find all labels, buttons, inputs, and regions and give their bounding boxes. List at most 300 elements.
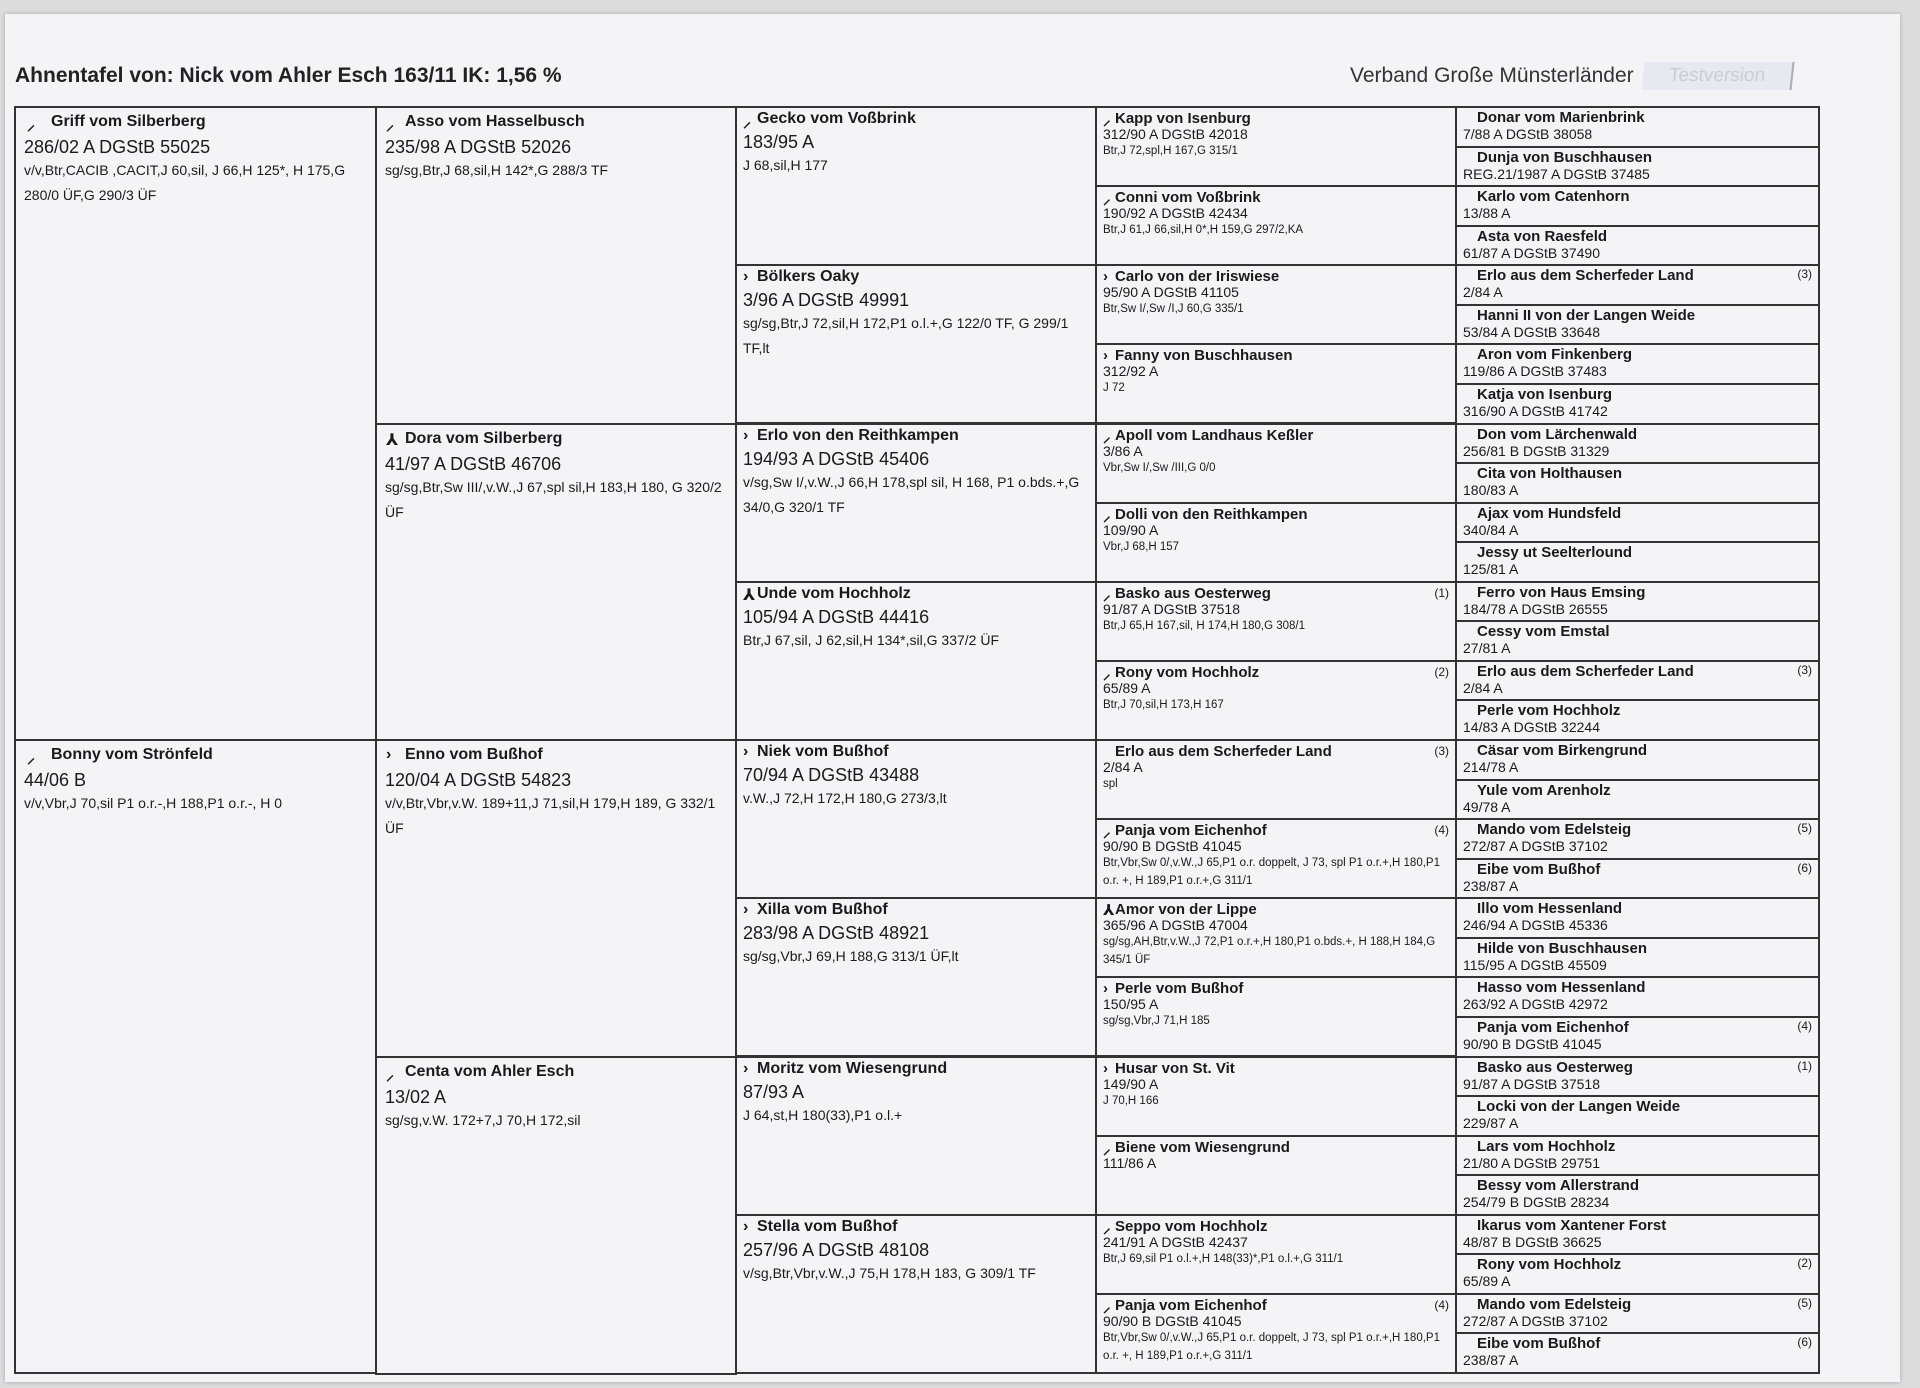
registration-number: 272/87 A DGStB 37102 [1463, 1313, 1608, 1329]
dog-name-row [1463, 1019, 1812, 1037]
dog-name: Katja von Isenburg [1477, 386, 1613, 403]
dog-name: Gecko vom Voßbrink [757, 110, 916, 127]
registration-number: 254/79 B DGStB 28234 [1463, 1194, 1610, 1210]
dog-name: Perle vom Bußhof [1115, 980, 1244, 997]
dog-name-row [1463, 1217, 1812, 1235]
performance-info: J 64,st,H 180(33),P1 o.l.+ [743, 1107, 903, 1123]
pedigree-cell-g5 [1455, 858, 1820, 900]
pedigree-cell-g2 [375, 423, 737, 742]
dog-name: Ferro von Haus Emsing [1477, 584, 1646, 601]
dog-name-row [1103, 901, 1449, 918]
performance-info: sg/sg,Btr,J 72,sil,H 172,P1 o.l.+,G 122/0 TF, G 299/1 TF,lt [743, 315, 1069, 356]
performance-info: v/v,Btr,CACIB ,CACIT,J 60,sil, J 66,H 125*, H 175,G 280/0 ÜF,G 290/3 ÜF [24, 162, 346, 203]
registration-number: 120/04 A DGStB 54823 [385, 770, 572, 790]
performance-info: Btr,J 61,J 66,sil,H 0*,H 159,G 297/2,KA [1103, 224, 1304, 236]
lineage-marker-icon: ⸝ [1103, 587, 1111, 604]
registration-number: 194/93 A DGStB 45406 [743, 449, 930, 469]
dog-name: Asso vom Hasselbusch [405, 113, 585, 130]
inbreeding-reference: (4) [1797, 1019, 1812, 1033]
dog-name: Griff vom Silberberg [51, 113, 206, 130]
pedigree-cell-g5 [1455, 541, 1820, 583]
performance-info: Btr,J 72,spl,H 167,G 315/1 [1103, 145, 1238, 157]
dog-name-row [1463, 1335, 1812, 1353]
performance-info: spl [1103, 778, 1118, 790]
performance-info: J 68,sil,H 177 [743, 157, 828, 173]
dog-name: Karlo vom Catenhorn [1477, 188, 1630, 205]
dog-name-row [385, 113, 727, 134]
pedigree-cell-g5 [1455, 1332, 1820, 1374]
registration-number: 48/87 B DGStB 36625 [1463, 1234, 1602, 1250]
dog-name: Eibe vom Bußhof [1477, 1335, 1601, 1352]
registration-number: 53/84 A DGStB 33648 [1463, 324, 1600, 340]
dog-name: Ajax vom Hundsfeld [1477, 505, 1622, 522]
registration-number: 246/94 A DGStB 45336 [1463, 917, 1608, 933]
dog-name-row [1463, 267, 1812, 285]
lineage-marker-icon: ⸝ [1103, 508, 1111, 525]
trial-version-watermark: Testversion [1642, 62, 1795, 90]
dog-name-row [1103, 189, 1449, 206]
pedigree-title: Ahnentafel von: Nick vom Ahler Esch 163/11 IK: 1,56 % [15, 64, 562, 87]
dog-name: Erlo aus dem Scherfeder Land [1115, 743, 1332, 760]
dog-name: Carlo von der Iriswiese [1115, 268, 1280, 285]
lineage-marker-icon: › [1103, 1060, 1108, 1077]
lineage-marker-icon: ⸝ [1103, 666, 1111, 683]
performance-info: v/sg,Btr,Vbr,v.W.,J 75,H 178,H 183, G 309/1 TF [743, 1265, 1036, 1281]
pedigree-cell-g4 [1095, 185, 1457, 266]
dog-name: Aron vom Finkenberg [1477, 346, 1633, 363]
dog-name: Bölkers Oaky [757, 268, 860, 285]
dog-name-row [1463, 307, 1812, 325]
registration-number: 150/95 A [1103, 996, 1159, 1012]
lineage-marker-icon: › [1103, 980, 1108, 997]
dog-name-row [1463, 821, 1812, 839]
dog-name: Centa vom Ahler Esch [405, 1063, 575, 1080]
registration-number: 105/94 A DGStB 44416 [743, 607, 930, 627]
dog-name: Dora vom Silberberg [405, 430, 563, 447]
lineage-marker-icon: › [743, 743, 749, 760]
performance-info: J 70,H 166 [1103, 1095, 1159, 1107]
dog-name-row [1103, 822, 1449, 839]
dog-name: Unde vom Hochholz [757, 585, 911, 602]
registration-number: 49/78 A [1463, 799, 1511, 815]
lineage-marker-icon: › [386, 746, 392, 763]
dog-name-row [1463, 900, 1812, 918]
dog-name-row [1463, 1059, 1812, 1077]
pedigree-cell-g4 [1095, 818, 1457, 899]
dog-name: Panja vom Eichenhof [1477, 1019, 1629, 1036]
pedigree-cell-g3 [735, 897, 1097, 1057]
inbreeding-reference: (3) [1797, 663, 1812, 677]
registration-number: 61/87 A DGStB 37490 [1463, 245, 1600, 261]
dog-name: Biene vom Wiesengrund [1115, 1139, 1290, 1156]
pedigree-cell-g5 [1455, 660, 1820, 702]
dog-name-row [1103, 1297, 1449, 1314]
dog-name: Conni vom Voßbrink [1115, 189, 1261, 206]
inbreeding-reference: (2) [1797, 1256, 1812, 1270]
dog-name: Xilla vom Bußhof [757, 901, 888, 918]
registration-number: 87/93 A [743, 1082, 805, 1102]
dog-name-row [743, 1218, 1089, 1236]
performance-info: sg/sg,Vbr,J 71,H 185 [1103, 1015, 1210, 1027]
dog-name-row [24, 746, 367, 767]
registration-number: 21/80 A DGStB 29751 [1463, 1155, 1600, 1171]
pedigree-cell-g5 [1455, 1135, 1820, 1177]
registration-number: 256/81 B DGStB 31329 [1463, 443, 1610, 459]
pedigree-cell-g3 [735, 106, 1097, 266]
dog-name: Hilde von Buschhausen [1477, 940, 1648, 957]
lineage-marker-icon: › [1103, 268, 1108, 285]
pedigree-cell-g4 [1095, 1056, 1457, 1137]
registration-number: 3/86 A [1103, 443, 1143, 459]
inbreeding-reference: (2) [1434, 665, 1449, 679]
pedigree-cell-g5 [1455, 264, 1820, 306]
pedigree-cell-g4 [1095, 897, 1457, 978]
lineage-marker-icon: ⸝ [386, 117, 395, 134]
pedigree-cell-g1 [14, 106, 377, 741]
dog-name-row [385, 430, 727, 448]
pedigree-cell-g3 [735, 581, 1097, 741]
pedigree-cell-g5 [1455, 739, 1820, 781]
pedigree-cell-g5 [1455, 1293, 1820, 1335]
dog-name-row [1463, 109, 1812, 127]
performance-info: sg/sg,Btr,J 68,sil,H 142*,G 288/3 TF [385, 162, 609, 178]
registration-number: 2/84 A [1103, 759, 1143, 775]
dog-name: Locki von der Langen Weide [1477, 1098, 1681, 1115]
performance-info: J 72 [1103, 382, 1125, 394]
lineage-marker-icon: ⸝ [1103, 824, 1111, 841]
dog-name-row [1463, 1098, 1812, 1116]
pedigree-cell-g4 [1095, 423, 1457, 504]
registration-number: 70/94 A DGStB 43488 [743, 765, 920, 785]
registration-number: 149/90 A [1103, 1076, 1159, 1092]
registration-number: 13/02 A [385, 1087, 447, 1107]
pedigree-cell-g5 [1455, 779, 1820, 821]
performance-info: Btr,Sw I/,Sw /I,J 60,G 335/1 [1103, 303, 1244, 315]
dog-name: Don vom Lärchenwald [1477, 426, 1638, 443]
registration-number: 90/90 B DGStB 41045 [1103, 838, 1242, 854]
dog-name: Kapp von Isenburg [1115, 110, 1251, 127]
dog-name: Erlo aus dem Scherfeder Land [1477, 267, 1694, 284]
pedigree-cell-g5 [1455, 343, 1820, 385]
pedigree-cell-g5 [1455, 937, 1820, 979]
performance-info: Btr,Vbr,Sw 0/,v.W.,J 65,P1 o.r. doppelt, J 73, spl P1 o.r.+,H 180,P1 o.r. +, H 189,P1 o.r.+,G 311/1 [1103, 1332, 1440, 1362]
dog-name-row [743, 1060, 1089, 1078]
registration-number: 90/90 B DGStB 41045 [1463, 1036, 1602, 1052]
lineage-marker-icon: ⅄ [1103, 902, 1115, 919]
dog-name-row [1463, 584, 1812, 602]
registration-number: 365/96 A DGStB 47004 [1103, 917, 1248, 933]
pedigree-cell-g5 [1455, 1174, 1820, 1216]
inbreeding-reference: (5) [1797, 1296, 1812, 1310]
lineage-marker-icon: › [743, 901, 749, 918]
lineage-marker-icon: ⸝ [743, 114, 752, 131]
registration-number: 125/81 A [1463, 561, 1519, 577]
pedigree-cell-g5 [1455, 581, 1820, 623]
dog-name-row [1463, 228, 1812, 246]
registration-number: 190/92 A DGStB 42434 [1103, 205, 1248, 221]
registration-number: 91/87 A DGStB 37518 [1103, 601, 1240, 617]
lineage-marker-icon: ⸝ [1103, 429, 1111, 446]
registration-number: 180/83 A [1463, 482, 1519, 498]
registration-number: 65/89 A [1463, 1273, 1511, 1289]
pedigree-cell-g2 [375, 1056, 737, 1375]
registration-number: 214/78 A [1463, 759, 1519, 775]
dog-name-row [1463, 188, 1812, 206]
registration-number: 65/89 A [1103, 680, 1151, 696]
dog-name-row [743, 110, 1089, 131]
pedigree-cell-g5 [1455, 502, 1820, 544]
dog-name-row [1463, 386, 1812, 404]
lineage-marker-icon: ⸝ [1103, 191, 1111, 208]
dog-name-row [1463, 742, 1812, 760]
pedigree-cell-g3 [735, 739, 1097, 899]
lineage-marker-icon: ⸝ [386, 1067, 395, 1084]
registration-number: 257/96 A DGStB 48108 [743, 1240, 930, 1260]
dog-name-row [1463, 663, 1812, 681]
dog-name: Cessy vom Emstal [1477, 623, 1610, 640]
pedigree-cell-g5 [1455, 818, 1820, 860]
dog-name-row [1463, 1296, 1812, 1314]
registration-number: 44/06 B [24, 770, 87, 790]
dog-name: Seppo vom Hochholz [1115, 1218, 1268, 1235]
registration-number: 184/78 A DGStB 26555 [1463, 601, 1608, 617]
performance-info: Btr,J 70,sil,H 173,H 167 [1103, 699, 1224, 711]
dog-name: Cita von Holthausen [1477, 465, 1623, 482]
lineage-marker-icon: ⅄ [743, 587, 756, 604]
dog-name-row [1463, 1177, 1812, 1195]
dog-name: Asta von Raesfeld [1477, 228, 1608, 245]
pedigree-cell-g3 [735, 423, 1097, 583]
dog-name: Moritz vom Wiesengrund [757, 1060, 948, 1077]
dog-name-row [1103, 980, 1449, 997]
pedigree-cell-g5 [1455, 1253, 1820, 1295]
performance-info: Btr,J 65,H 167,sil, H 174,H 180,G 308/1 [1103, 620, 1306, 632]
registration-number: 241/91 A DGStB 42437 [1103, 1234, 1248, 1250]
dog-name-row [743, 901, 1089, 919]
dog-name-row [1463, 346, 1812, 364]
registration-number: 41/97 A DGStB 46706 [385, 454, 562, 474]
dog-name-row [1103, 1060, 1449, 1077]
registration-number: 283/98 A DGStB 48921 [743, 923, 930, 943]
dog-name: Husar von St. Vit [1115, 1060, 1235, 1077]
lineage-marker-icon: ⸝ [1103, 1220, 1111, 1237]
performance-info: Vbr,J 68,H 157 [1103, 541, 1180, 553]
pedigree-cell-g5 [1455, 106, 1820, 148]
inbreeding-reference: (5) [1797, 821, 1812, 835]
inbreeding-reference: (1) [1434, 586, 1449, 600]
dog-name-row [1103, 268, 1449, 285]
dog-name: Lars vom Hochholz [1477, 1138, 1616, 1155]
registration-number: 238/87 A [1463, 878, 1519, 894]
registration-number: 312/92 A [1103, 363, 1159, 379]
pedigree-cell-g5 [1455, 1095, 1820, 1137]
pedigree-cell-g5 [1455, 462, 1820, 504]
dog-name: Amor von der Lippe [1115, 901, 1257, 918]
registration-number: 272/87 A DGStB 37102 [1463, 838, 1608, 854]
dog-name: Jessy ut Seelterlound [1477, 544, 1633, 561]
inbreeding-reference: (1) [1797, 1059, 1812, 1073]
dog-name-row [385, 1063, 727, 1084]
pedigree-cell-g4 [1095, 1293, 1457, 1374]
pedigree-cell-g3 [735, 1214, 1097, 1374]
pedigree-cell-g5 [1455, 146, 1820, 188]
performance-info: Vbr,Sw I/,Sw /III,G 0/0 [1103, 462, 1216, 474]
inbreeding-reference: (4) [1434, 823, 1449, 837]
performance-info: Btr,J 69,sil P1 o.l.+,H 148(33)*,P1 o.l.+,G 311/1 [1103, 1253, 1344, 1265]
dog-name: Bonny vom Strönfeld [51, 746, 213, 763]
lineage-marker-icon: ⸝ [1103, 1141, 1111, 1158]
dog-name: Panja vom Eichenhof [1115, 822, 1267, 839]
registration-number: 13/88 A [1463, 205, 1511, 221]
pedigree-cell-g5 [1455, 897, 1820, 939]
pedigree-cell-g2 [375, 106, 737, 425]
pedigree-cell-g4 [1095, 502, 1457, 583]
registration-number: 183/95 A [743, 132, 815, 152]
lineage-marker-icon: › [743, 1060, 749, 1077]
dog-name: Panja vom Eichenhof [1115, 1297, 1267, 1314]
lineage-marker-icon: ⸝ [1103, 1299, 1111, 1316]
dog-name-row [1103, 347, 1449, 364]
pedigree-cell-g4 [1095, 739, 1457, 820]
pedigree-cell-g5 [1455, 1016, 1820, 1058]
dog-name-row [1103, 1139, 1449, 1156]
registration-number: 7/88 A DGStB 38058 [1463, 126, 1593, 142]
dog-name: Ikarus vom Xantener Forst [1477, 1217, 1667, 1234]
dog-name: Mando vom Edelsteig [1477, 1296, 1632, 1313]
dog-name: Hasso vom Hessenland [1477, 979, 1646, 996]
dog-name: Erlo aus dem Scherfeder Land [1477, 663, 1694, 680]
dog-name: Niek vom Bußhof [757, 743, 889, 760]
dog-name-row [743, 585, 1089, 603]
registration-number: 238/87 A [1463, 1352, 1519, 1368]
registration-number: 115/95 A DGStB 45509 [1463, 957, 1607, 973]
registration-number: 111/86 A [1103, 1155, 1157, 1171]
registration-number: 286/02 A DGStB 55025 [24, 137, 211, 157]
performance-info: v/v,Vbr,J 70,sil P1 o.r.-,H 188,P1 o.r.-, H 0 [24, 795, 283, 811]
pedigree-cell-g5 [1455, 1214, 1820, 1256]
inbreeding-reference: (6) [1797, 861, 1812, 875]
dog-name-row [1103, 664, 1449, 681]
performance-info: v/v,Btr,Vbr,v.W. 189+11,J 71,sil,H 179,H 189, G 332/1 ÜF [385, 795, 716, 836]
performance-info: v/sg,Sw I/,v.W.,J 66,H 178,spl sil, H 168, P1 o.bds.+,G 34/0,G 320/1 TF [743, 474, 1080, 515]
registration-number: 312/90 A DGStB 42018 [1103, 126, 1248, 142]
dog-name: Enno vom Bußhof [405, 746, 543, 763]
registration-number: 263/92 A DGStB 42972 [1463, 996, 1608, 1012]
registration-number: 235/98 A DGStB 52026 [385, 137, 572, 157]
lineage-marker-icon: ⸝ [27, 750, 36, 767]
pedigree-cell-g3 [735, 1056, 1097, 1216]
dog-name-row [1103, 1218, 1449, 1235]
dog-name: Apoll vom Landhaus Keßler [1115, 427, 1314, 444]
pedigree-cell-g4 [1095, 660, 1457, 741]
dog-name-row [1103, 427, 1449, 444]
pedigree-cell-g4 [1095, 264, 1457, 345]
registration-number: 95/90 A DGStB 41105 [1103, 284, 1239, 300]
lineage-marker-icon: › [743, 427, 749, 444]
pedigree-cell-g3 [735, 264, 1097, 424]
lineage-marker-icon: ⸝ [1103, 112, 1111, 129]
registration-number: 340/84 A [1463, 522, 1519, 538]
dog-name-row [1463, 782, 1812, 800]
dog-name: Illo vom Hessenland [1477, 900, 1623, 917]
dog-name: Donar vom Marienbrink [1477, 109, 1645, 126]
dog-name-row [1463, 465, 1812, 483]
dog-name: Bessy vom Allerstrand [1477, 1177, 1640, 1194]
registration-number: 90/90 B DGStB 41045 [1103, 1313, 1242, 1329]
registration-number: 119/86 A DGStB 37483 [1463, 363, 1607, 379]
dog-name-row [1103, 585, 1449, 602]
pedigree-cell-g5 [1455, 699, 1820, 741]
dog-name-row [1463, 149, 1812, 167]
dog-name: Hanni II von der Langen Weide [1477, 307, 1696, 324]
dog-name: Stella vom Bußhof [757, 1218, 898, 1235]
pedigree-cell-g4 [1095, 1214, 1457, 1295]
dog-name-row [1103, 110, 1449, 127]
pedigree-cell-g5 [1455, 185, 1820, 227]
performance-info: Btr,Vbr,Sw 0/,v.W.,J 65,P1 o.r. doppelt, J 73, spl P1 o.r.+,H 180,P1 o.r. +, H 189,P1 o.r.+,G 311/1 [1103, 857, 1440, 887]
dog-name-row [1463, 1256, 1812, 1274]
dog-name-row [743, 268, 1089, 286]
registration-number: REG.21/1987 A DGStB 37485 [1463, 166, 1650, 182]
dog-name-row [743, 427, 1089, 445]
dog-name-row [1463, 702, 1812, 720]
inbreeding-reference: (3) [1434, 744, 1449, 758]
registration-number: 109/90 A [1103, 522, 1159, 538]
inbreeding-reference: (6) [1797, 1335, 1812, 1349]
dog-name: Rony vom Hochholz [1115, 664, 1260, 681]
inbreeding-reference: (3) [1797, 267, 1812, 281]
dog-name: Fanny von Buschhausen [1115, 347, 1293, 364]
pedigree-cell-g4 [1095, 581, 1457, 662]
dog-name-row [1103, 743, 1449, 760]
performance-info: sg/sg,AH,Btr,v.W.,J 72,P1 o.r.+,H 180,P1 o.bds.+, H 188,H 184,G 345/1 ÜF [1103, 936, 1436, 966]
lineage-marker-icon: › [743, 268, 749, 285]
dog-name: Dunja von Buschhausen [1477, 149, 1653, 166]
performance-info: sg/sg,v.W. 172+7,J 70,H 172,sil [385, 1112, 581, 1128]
pedigree-cell-g5 [1455, 304, 1820, 346]
dog-name: Basko aus Oesterweg [1477, 1059, 1633, 1076]
dog-name: Dolli von den Reithkampen [1115, 506, 1308, 523]
performance-info: sg/sg,Vbr,J 69,H 188,G 313/1 ÜF,lt [743, 948, 959, 964]
inbreeding-reference: (4) [1434, 1298, 1449, 1312]
dog-name-row [1463, 505, 1812, 523]
dog-name: Erlo von den Reithkampen [757, 427, 959, 444]
dog-name: Basko aus Oesterweg [1115, 585, 1271, 602]
pedigree-cell-g5 [1455, 620, 1820, 662]
pedigree-cell-g4 [1095, 976, 1457, 1057]
performance-info: v.W.,J 72,H 172,H 180,G 273/3,lt [743, 790, 947, 806]
dog-name: Mando vom Edelsteig [1477, 821, 1632, 838]
registration-number: 229/87 A [1463, 1115, 1519, 1131]
dog-name-row [24, 113, 367, 134]
lineage-marker-icon: ⅄ [386, 432, 399, 449]
registration-number: 2/84 A [1463, 284, 1503, 300]
dog-name-row [1463, 1138, 1812, 1156]
dog-name-row [743, 743, 1089, 761]
registration-number: 14/83 A DGStB 32244 [1463, 719, 1600, 735]
pedigree-cell-g2 [375, 739, 737, 1058]
pedigree-cell-g5 [1455, 976, 1820, 1018]
dog-name-row [1463, 426, 1812, 444]
pedigree-cell-g4 [1095, 1135, 1457, 1216]
pedigree-cell-g5 [1455, 383, 1820, 425]
lineage-marker-icon: › [1103, 347, 1108, 364]
performance-info: Btr,J 67,sil, J 62,sil,H 134*,sil,G 337/2 ÜF [743, 632, 999, 648]
dog-name: Eibe vom Bußhof [1477, 861, 1601, 878]
pedigree-cell-g5 [1455, 225, 1820, 267]
registration-number: 3/96 A DGStB 49991 [743, 290, 910, 310]
pedigree-cell-g4 [1095, 343, 1457, 424]
